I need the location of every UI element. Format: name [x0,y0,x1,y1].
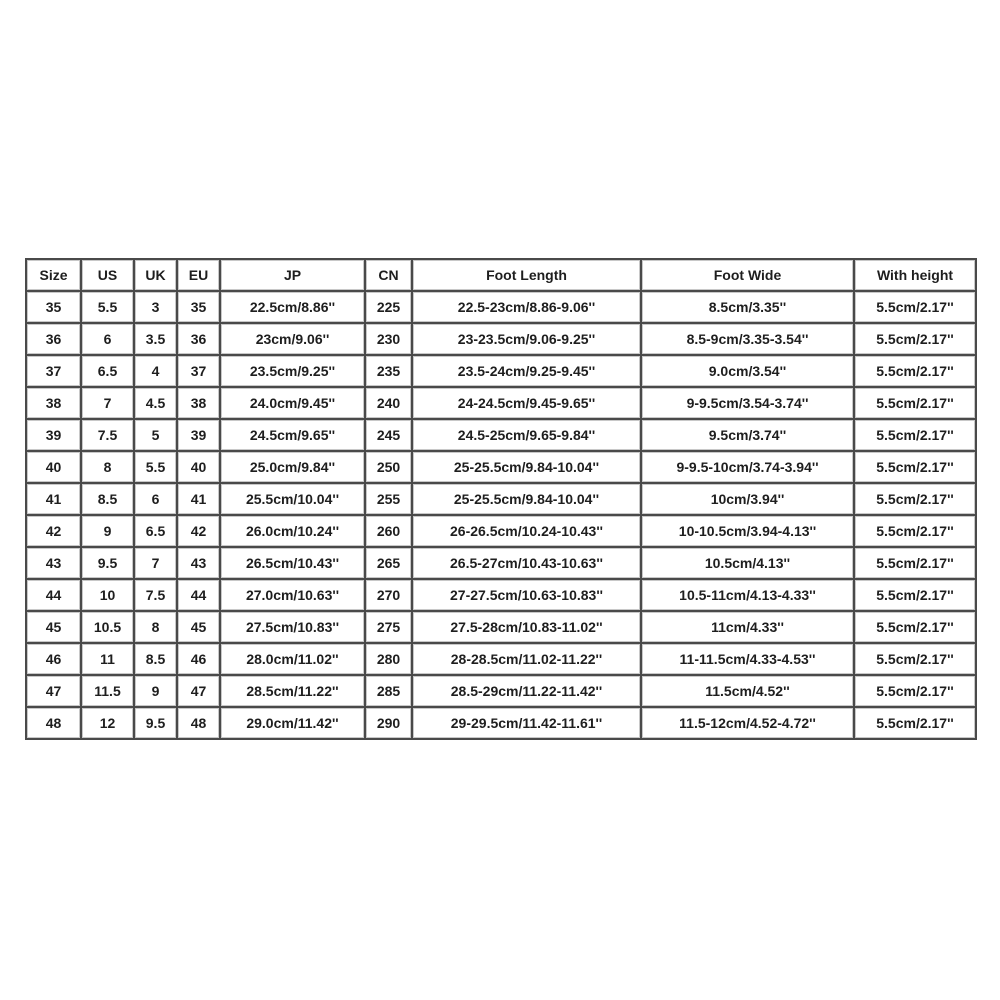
cell-with-height: 5.5cm/2.17'' [855,644,977,676]
header-cn: CN [366,260,413,292]
header-uk: UK [135,260,178,292]
cell-us: 8.5 [82,484,135,516]
header-eu: EU [178,260,221,292]
cell-with-height: 5.5cm/2.17'' [855,388,977,420]
cell-with-height: 5.5cm/2.17'' [855,292,977,324]
cell-with-height: 5.5cm/2.17'' [855,676,977,708]
cell-jp: 28.0cm/11.02'' [221,644,366,676]
cell-foot-length: 22.5-23cm/8.86-9.06'' [413,292,642,324]
cell-size: 38 [27,388,82,420]
table-row [27,388,977,420]
header-us: US [82,260,135,292]
cell-foot-wide: 11-11.5cm/4.33-4.53'' [642,644,855,676]
cell-size: 46 [27,644,82,676]
cell-with-height: 5.5cm/2.17'' [855,612,977,644]
cell-jp: 25.0cm/9.84'' [221,452,366,484]
cell-cn: 255 [366,484,413,516]
cell-eu: 38 [178,388,221,420]
cell-uk: 7.5 [135,580,178,612]
cell-with-height: 5.5cm/2.17'' [855,420,977,452]
table-row [27,420,977,452]
cell-uk: 9 [135,676,178,708]
cell-eu: 47 [178,676,221,708]
header-with-height: With height [855,260,977,292]
cell-us: 12 [82,708,135,740]
cell-size: 44 [27,580,82,612]
cell-eu: 35 [178,292,221,324]
cell-foot-length: 27-27.5cm/10.63-10.83'' [413,580,642,612]
cell-us: 9 [82,516,135,548]
cell-size: 35 [27,292,82,324]
cell-jp: 23.5cm/9.25'' [221,356,366,388]
cell-us: 7.5 [82,420,135,452]
header-jp: JP [221,260,366,292]
table-row [27,516,977,548]
cell-cn: 235 [366,356,413,388]
cell-us: 10 [82,580,135,612]
cell-with-height: 5.5cm/2.17'' [855,580,977,612]
cell-jp: 25.5cm/10.04'' [221,484,366,516]
cell-cn: 225 [366,292,413,324]
cell-foot-wide: 9.0cm/3.54'' [642,356,855,388]
cell-foot-wide: 11cm/4.33'' [642,612,855,644]
cell-cn: 240 [366,388,413,420]
table-row [27,324,977,356]
cell-cn: 230 [366,324,413,356]
cell-foot-wide: 8.5cm/3.35'' [642,292,855,324]
cell-cn: 250 [366,452,413,484]
table-row [27,548,977,580]
cell-foot-length: 26.5-27cm/10.43-10.63'' [413,548,642,580]
cell-foot-wide: 10cm/3.94'' [642,484,855,516]
cell-with-height: 5.5cm/2.17'' [855,548,977,580]
cell-us: 11.5 [82,676,135,708]
cell-uk: 3.5 [135,324,178,356]
cell-jp: 24.0cm/9.45'' [221,388,366,420]
cell-with-height: 5.5cm/2.17'' [855,356,977,388]
cell-eu: 44 [178,580,221,612]
cell-size: 48 [27,708,82,740]
cell-uk: 6.5 [135,516,178,548]
cell-us: 10.5 [82,612,135,644]
cell-foot-length: 27.5-28cm/10.83-11.02'' [413,612,642,644]
cell-uk: 8 [135,612,178,644]
cell-jp: 29.0cm/11.42'' [221,708,366,740]
cell-uk: 5 [135,420,178,452]
cell-size: 42 [27,516,82,548]
cell-jp: 27.0cm/10.63'' [221,580,366,612]
size-chart-table [25,258,977,740]
table-row [27,644,977,676]
cell-eu: 43 [178,548,221,580]
table-header-row [27,260,977,292]
cell-foot-length: 24-24.5cm/9.45-9.65'' [413,388,642,420]
cell-uk: 3 [135,292,178,324]
cell-jp: 22.5cm/8.86'' [221,292,366,324]
cell-jp: 27.5cm/10.83'' [221,612,366,644]
cell-eu: 39 [178,420,221,452]
cell-with-height: 5.5cm/2.17'' [855,452,977,484]
cell-us: 9.5 [82,548,135,580]
cell-foot-wide: 9-9.5cm/3.54-3.74'' [642,388,855,420]
cell-with-height: 5.5cm/2.17'' [855,324,977,356]
header-size: Size [27,260,82,292]
cell-us: 6 [82,324,135,356]
cell-uk: 4 [135,356,178,388]
table-row [27,708,977,740]
cell-size: 39 [27,420,82,452]
cell-foot-length: 24.5-25cm/9.65-9.84'' [413,420,642,452]
cell-eu: 45 [178,612,221,644]
cell-size: 37 [27,356,82,388]
cell-size: 41 [27,484,82,516]
cell-foot-wide: 9-9.5-10cm/3.74-3.94'' [642,452,855,484]
cell-foot-wide: 10.5cm/4.13'' [642,548,855,580]
cell-jp: 28.5cm/11.22'' [221,676,366,708]
cell-eu: 46 [178,644,221,676]
cell-us: 8 [82,452,135,484]
cell-with-height: 5.5cm/2.17'' [855,484,977,516]
cell-eu: 36 [178,324,221,356]
cell-size: 36 [27,324,82,356]
cell-size: 47 [27,676,82,708]
cell-eu: 37 [178,356,221,388]
table-row [27,612,977,644]
cell-cn: 245 [366,420,413,452]
cell-jp: 26.5cm/10.43'' [221,548,366,580]
cell-uk: 7 [135,548,178,580]
table-row [27,580,977,612]
table-row [27,452,977,484]
cell-jp: 24.5cm/9.65'' [221,420,366,452]
cell-foot-length: 25-25.5cm/9.84-10.04'' [413,452,642,484]
cell-foot-wide: 10.5-11cm/4.13-4.33'' [642,580,855,612]
cell-eu: 48 [178,708,221,740]
cell-size: 43 [27,548,82,580]
cell-foot-wide: 10-10.5cm/3.94-4.13'' [642,516,855,548]
cell-with-height: 5.5cm/2.17'' [855,708,977,740]
cell-uk: 5.5 [135,452,178,484]
cell-foot-wide: 9.5cm/3.74'' [642,420,855,452]
cell-eu: 41 [178,484,221,516]
cell-foot-wide: 11.5-12cm/4.52-4.72'' [642,708,855,740]
cell-cn: 275 [366,612,413,644]
table-row [27,356,977,388]
table-row [27,676,977,708]
cell-jp: 26.0cm/10.24'' [221,516,366,548]
cell-foot-wide: 11.5cm/4.52'' [642,676,855,708]
cell-us: 5.5 [82,292,135,324]
cell-cn: 280 [366,644,413,676]
cell-uk: 9.5 [135,708,178,740]
header-foot-length: Foot Length [413,260,642,292]
cell-foot-length: 28-28.5cm/11.02-11.22'' [413,644,642,676]
cell-with-height: 5.5cm/2.17'' [855,516,977,548]
cell-foot-length: 28.5-29cm/11.22-11.42'' [413,676,642,708]
cell-us: 6.5 [82,356,135,388]
cell-eu: 40 [178,452,221,484]
cell-jp: 23cm/9.06'' [221,324,366,356]
table-row [27,292,977,324]
cell-uk: 4.5 [135,388,178,420]
cell-foot-length: 25-25.5cm/9.84-10.04'' [413,484,642,516]
cell-foot-length: 23.5-24cm/9.25-9.45'' [413,356,642,388]
cell-foot-wide: 8.5-9cm/3.35-3.54'' [642,324,855,356]
cell-uk: 8.5 [135,644,178,676]
header-foot-wide: Foot Wide [642,260,855,292]
cell-cn: 260 [366,516,413,548]
table-row [27,484,977,516]
cell-cn: 285 [366,676,413,708]
cell-us: 7 [82,388,135,420]
cell-cn: 290 [366,708,413,740]
cell-size: 40 [27,452,82,484]
cell-cn: 265 [366,548,413,580]
cell-foot-length: 23-23.5cm/9.06-9.25'' [413,324,642,356]
cell-cn: 270 [366,580,413,612]
cell-us: 11 [82,644,135,676]
cell-uk: 6 [135,484,178,516]
cell-eu: 42 [178,516,221,548]
cell-foot-length: 26-26.5cm/10.24-10.43'' [413,516,642,548]
cell-foot-length: 29-29.5cm/11.42-11.61'' [413,708,642,740]
cell-size: 45 [27,612,82,644]
